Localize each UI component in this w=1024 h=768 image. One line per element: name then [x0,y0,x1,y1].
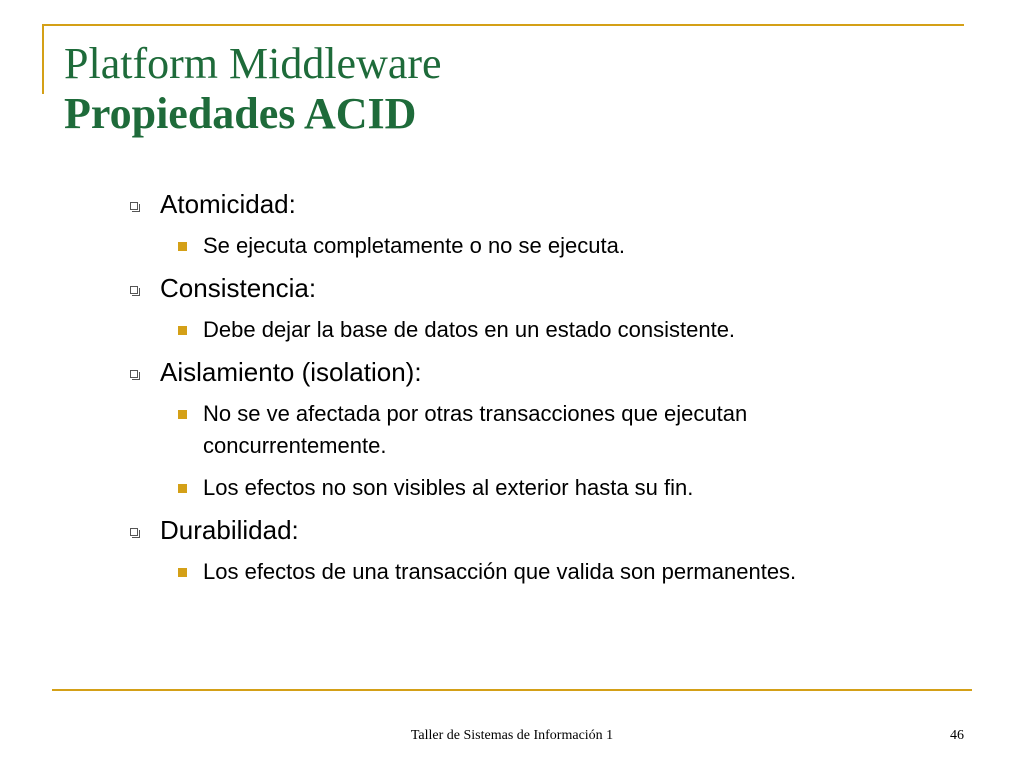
title-line-2: Propiedades ACID [64,89,417,139]
sub-bullet-item [178,314,948,346]
sub-bullet-item [178,230,948,262]
footer-text: Taller de Sistemas de Información 1 [410,728,614,743]
bullet-label: Atomicidad: [160,189,296,219]
hollow-square-bullet-icon [130,370,138,378]
bullet-label: Durabilidad: [160,515,299,545]
sub-bullet-text: No se ve afectada por otras transacciones que ejecutan concurrentemente. [203,401,748,458]
hollow-square-bullet-icon [130,286,138,294]
hollow-square-bullet-icon [130,202,138,210]
bullet-item-durabilidad [128,514,948,546]
bullet-label: Aislamiento (isolation): [160,357,422,387]
bullet-label: Consistencia: [160,273,317,303]
top-border-line [42,24,964,26]
sub-bullet-text: Se ejecuta completamente o no se ejecuta. [203,233,625,258]
page-number: 46 [950,728,964,743]
filled-square-bullet-icon [178,568,187,577]
hollow-square-bullet-icon [130,528,138,536]
sub-bullet-item [178,472,948,504]
sub-bullet-text: Los efectos no son visibles al exterior hasta su fin. [203,475,694,500]
sub-bullet-text: Los efectos de una transacción que valida son permanentes. [203,559,797,584]
bullet-item-consistencia [128,272,948,304]
filled-square-bullet-icon [178,484,187,493]
filled-square-bullet-icon [178,326,187,335]
bullet-list [128,188,948,598]
filled-square-bullet-icon [178,242,187,251]
left-border-line [42,24,44,94]
filled-square-bullet-icon [178,410,187,419]
sub-bullet-text: Debe dejar la base de datos en un estado consistente. [203,317,736,342]
sub-bullet-item [178,556,948,588]
footer-divider [52,689,972,691]
bullet-item-aislamiento [128,356,948,388]
slide-title [64,40,442,139]
title-line-1: Platform Middleware [64,39,442,88]
sub-bullet-item [178,398,948,462]
bullet-item-atomicidad [128,188,948,220]
